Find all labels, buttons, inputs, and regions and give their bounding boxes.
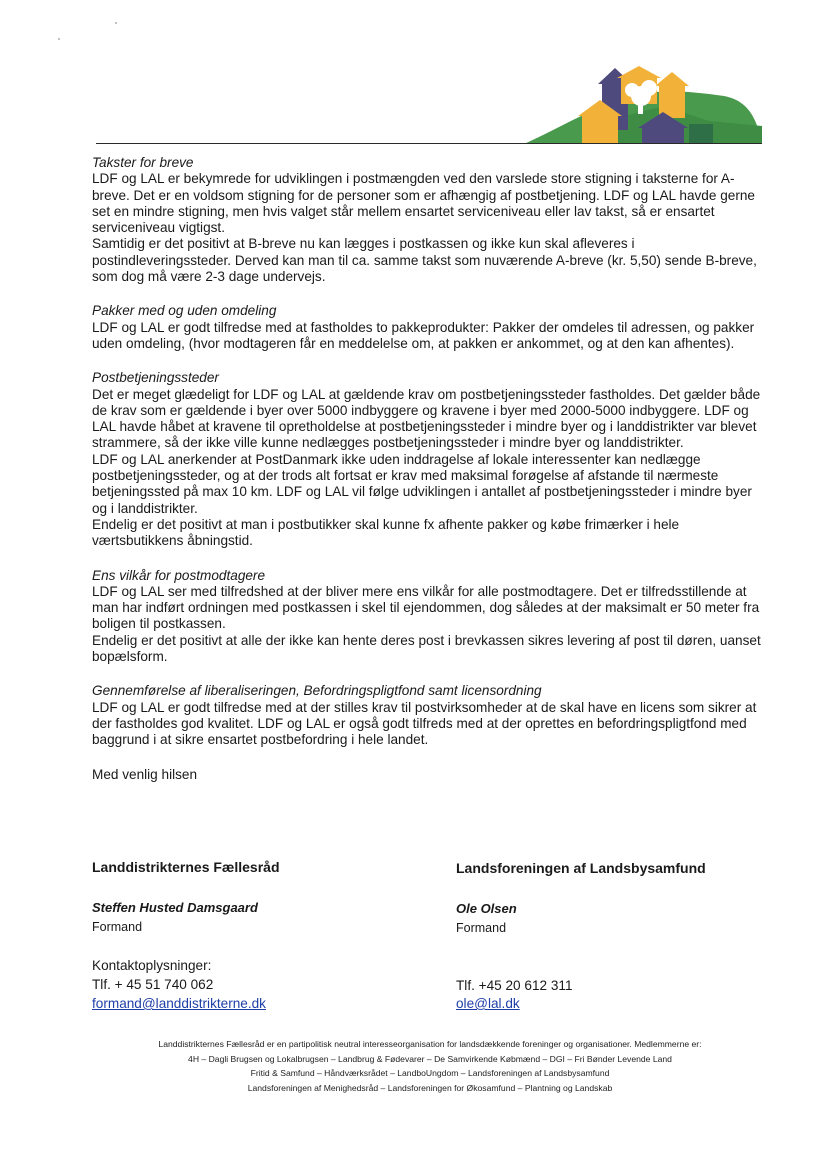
paragraph: Samtidig er det positivt at B-breve nu kan lægges i postkassen og ikke kun skal afleveres i postindleveringssteder. Derved kan man til ca. samme takst som nuværende A-breve (kr. 5,50) sende B-breve, som dog må være 2-3 dage undervejs.: [92, 236, 757, 285]
signature-organization-left: Landdistrikternes Fællesråd: [92, 859, 280, 875]
section-heading: Ens vilkår for postmodtagere: [92, 567, 266, 583]
section-liberalisering: [92, 683, 768, 748]
scan-speck: [58, 38, 60, 40]
paragraph: LDF og LAL er godt tilfredse med at der stilles krav til postvirksomheder at de skal have en licens som sikrer at der fastholdes god kvalitet. LDF og LAL er også godt tilfreds med at der oprettes en befordringspligtfond med baggrund i at sikre ensartet postbefordring i hele landet.: [92, 699, 757, 748]
section-takster: [92, 155, 768, 285]
footer-line: Landsforeningen af Menighedsråd – Landsforeningen for Økosamfund – Plantning og Landskab: [247, 1082, 613, 1093]
footer-line: Landdistrikternes Fællesråd er en partipolitisk neutral interesseorganisation for landsdækkende foreninger og organisationer. Medlemmerne er:: [158, 1039, 702, 1049]
signature-title-left: Formand: [92, 920, 143, 934]
signature-title-right: Formand: [456, 921, 507, 935]
paragraph: LDF og LAL er bekymrede for udviklingen i postmængden ved den varslede store stigning i taksterne for A-breve. Det er en voldsom stigning for de personer som er afhængig af postbetjening. LDF og LAL havde gerne set en mindre stigning, men hvis valget står mellem ensartet serviceniveau eller lav takst, så er ensartet serviceniveau vigtigst.: [92, 171, 755, 236]
footer-line: Fritid & Samfund – Håndværksrådet – LandboUngdom – Landsforeningen af Landsbysamfund: [250, 1068, 610, 1078]
scan-speck: [115, 22, 117, 24]
phone-left: Tlf. + 45 51 740 062: [92, 977, 214, 992]
section-heading: Takster for breve: [92, 155, 194, 170]
section-ens-vilkaar: [92, 568, 768, 666]
paragraph: Endelig er det positivt at man i postbutikker skal kunne fx afhente pakker og købe frimærker i hele værtsbutikkens åbningstid.: [92, 516, 680, 549]
section-heading: Postbetjeningssteder: [92, 370, 219, 386]
phone-right: Tlf. +45 20 612 311: [456, 978, 573, 993]
section-heading: Pakker med og uden omdeling: [92, 303, 277, 319]
paragraph: Det er meget glædeligt for LDF og LAL at gældende krav om postbetjeningssteder fastholdes. Det gælder både de krav som er gældende i byer over 5000 indbyggere og kravene i byer med 2000-5000 indbyggere. LDF og LAL havde håbet at kravene til opretholdelse at postbetjeningssteder i mindre byer og i landdistrikter var blevet strammere, så der ikke ville kunne nedlægges postbetjeningssteder i mindre byer og landdistrikter.: [92, 386, 761, 451]
paragraph: LDF og LAL anerkender at PostDanmark ikke uden inddragelse af lokale interessenter kan nedlægge postbetjeningssteder, og at der trods alt fortsat er krav med maksimal forøgelse af afstande til nærmeste betjeningssted på max 10 km. LDF og LAL vil følge udviklingen i antallet af postbetjeningssteder i mindre byer og i landdistrikter.: [92, 451, 752, 516]
paragraph: LDF og LAL er godt tilfredse med at fastholdes to pakkeprodukter: Pakker der omdeles til adressen, og pakker uden omdeling, (hvor modtageren får en meddelelse om, at pakken er ankommet, og at den kan afhentes).: [92, 319, 755, 351]
signature-name-left: Steffen Husted Damsgaard: [92, 900, 258, 915]
section-heading: Gennemførelse af liberaliseringen, Befordringspligtfond samt licensordning: [92, 683, 542, 699]
signature-organization-right: Landsforeningen af Landsbysamfund: [456, 860, 706, 876]
signature-name-right: Ole Olsen: [456, 901, 517, 916]
section-postbetjeningssteder: [92, 370, 768, 549]
closing-greeting: Med venlig hilsen: [92, 766, 198, 782]
email-link-right[interactable]: ole@lal.dk: [456, 996, 520, 1011]
footer-member-list: [80, 1037, 780, 1095]
letter-body: [92, 155, 768, 783]
village-houses-logo-icon: [524, 66, 762, 144]
section-pakker: [92, 303, 768, 352]
email-link-left[interactable]: formand@landdistrikterne.dk: [92, 996, 266, 1011]
header-rule: [96, 143, 762, 144]
footer-line: 4H – Dagli Brugsen og Lokalbrugsen – Landbrug & Fødevarer – De Samvirkende Købmænd – DGI – Fri Bønder Levende Land: [188, 1053, 672, 1064]
paragraph: Endelig er det positivt at alle der ikke kan hente deres post i brevkassen sikres levering af post til døren, uanset bopælsform.: [92, 632, 761, 665]
contact-heading: Kontaktoplysninger:: [92, 958, 212, 973]
paragraph: LDF og LAL ser med tilfredshed at der bliver mere ens vilkår for alle postmodtagere. Det er tilfredsstillende at man har indført ordningen med postkassen i skel til ejendommen, dog således at der maksimalt er 50 meter fra boligen til postkassen.: [92, 583, 760, 632]
